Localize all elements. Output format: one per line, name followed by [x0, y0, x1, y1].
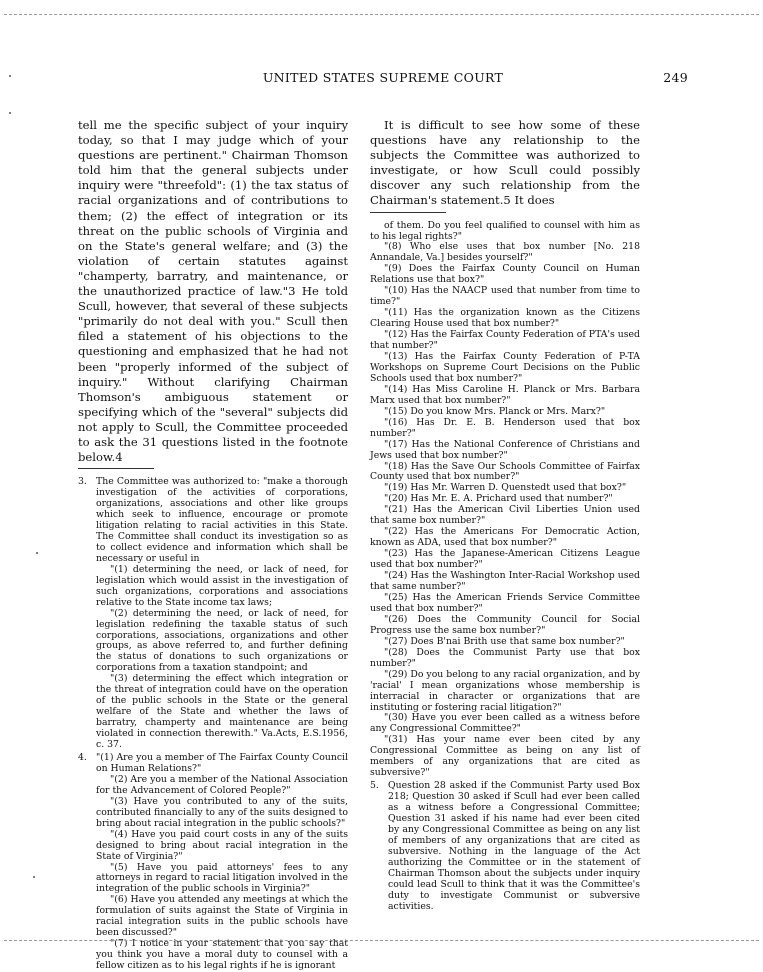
- scan-speck: [9, 112, 11, 114]
- footnote-paragraph: "(30) Have you ever been called as a witness before any Congressional Committee?": [370, 712, 640, 735]
- footnote-paragraph: "(13) Has the Fairfax County Federation of P-TA Workshops on Supreme Court Decisions on the Public Schools used that box number?": [370, 351, 640, 384]
- main-text-right: It is difficult to see how some of these questions have any relationship to the subjects the Committee was authorized to investigate, or how Scull could possibly discover any such relationship from the Chairman's statement.5 It does: [370, 118, 640, 208]
- footnote-paragraph: "(3) Have you contributed to any of the suits, contributed financially to any of the suits designed to bring about racial integration in the public schools?": [96, 795, 348, 829]
- footnote-paragraph: "(5) Have you paid attorneys' fees to any attorneys in regard to racial litigation involved in the integration of the public schools in Virginia?": [96, 861, 348, 895]
- footnote-paragraph: "(19) Has Mr. Warren D. Quenstedt used that box?": [384, 482, 627, 494]
- footnote-paragraph: "(24) Has the Washington Inter-Racial Workshop used that same number?": [370, 570, 640, 593]
- scan-speck: [9, 75, 11, 77]
- footnote-4-continued: [370, 221, 640, 780]
- footnote-paragraph: "(15) Do you know Mrs. Planck or Mrs. Marx?": [384, 405, 606, 417]
- footnote-number: 3.: [78, 476, 87, 488]
- footnote-text: "(1) Are you a member of The Fairfax County Council on Human Relations?": [96, 751, 348, 774]
- footnote-paragraph: "(27) Does B'nai Brith use that same box number?": [384, 635, 625, 647]
- footnote-paragraph: of them. Do you feel qualified to counsel with him as to his legal rights?": [370, 219, 640, 242]
- page-header: [78, 70, 688, 90]
- scan-speck: [33, 876, 35, 878]
- footnote-number: 4.: [78, 751, 87, 763]
- footnote-paragraph: "(2) determining the need, or lack of need, for legislation redefining the taxable status of such corporations, associations, organizations and other groups, as above referred to, and further defining the status of donations to such organizations or corporations from a taxation standpoint; and: [96, 607, 348, 674]
- footnote-paragraph: "(12) Has the Fairfax County Federation of PTA's used that number?": [370, 329, 640, 352]
- left-column: [78, 118, 348, 972]
- page-number: 249: [663, 70, 688, 85]
- footnote-paragraph: "(14) Has Miss Caroline H. Planck or Mrs. Barbara Marx used that box number?": [370, 383, 640, 406]
- footnote-paragraph: "(20) Has Mr. E. A. Prichard used that number?": [384, 493, 613, 505]
- running-head: UNITED STATES SUPREME COURT: [262, 70, 504, 85]
- footnote-paragraph: "(21) Has the American Civil Liberties Union used that same box number?": [370, 504, 640, 527]
- scan-speck: [36, 552, 38, 554]
- scan-bottom-border: [4, 940, 759, 941]
- right-column: [370, 118, 640, 913]
- footnote-paragraph: "(28) Does the Communist Party use that box number?": [370, 646, 640, 669]
- footnote-text: Question 28 asked if the Communist Party used Box 218; Question 30 asked if Scull had ever been called as a witness before a Congressional Committee; Question 31 asked if his name had ever been cited by any Congressional Committee as being on any list of members of any organizations that are cited as subversive. Nothing in the language of the Act authorizing the Committee or in the statement of Chairman Thomson about the subjects under inquiry could lead Scull to think that it was the Committee's duty to investigate Communist or subversive activities.: [388, 780, 640, 912]
- footnote-paragraph: "(23) Has the Japanese-American Citizens League used that box number?": [370, 548, 640, 571]
- main-text-left: tell me the specific subject of your inquiry today, so that I may judge which of your questions are pertinent." Chairman Thomson told him that the general subjects under inquiry were "threefold": (1) the tax status of racial organizations and of contributions to them; (2) the effect of integration or its threat on the public schools of Virginia and on the State's general welfare; and (3) the violation of certain statutes against "champerty, barratry, and maintenance, or the unauthorized practice of law."3 He told Scull, however, that several of these subjects "primarily do not deal with you." Scull then filed a statement of his objections to the questioning and emphasized that he had not been "properly informed of the subject of inquiry." Without clarifying Chairman Thomson's ambiguous statement or specifying which of the "several" subjects did not apply to Scull, the Committee proceeded to ask the 31 questions listed in the footnote below.4: [78, 118, 348, 465]
- scan-top-border: [4, 14, 759, 15]
- footnote-paragraph: "(29) Do you belong to any racial organization, and by 'racial' I mean organizations whose membership is interracial in character or organizations that are instituting or fostering racial litigation?": [370, 668, 640, 713]
- footnote-paragraph: "(10) Has the NAACP used that number from time to time?": [370, 285, 640, 308]
- footnote-3: [78, 477, 348, 751]
- footnote-paragraph: "(26) Does the Community Council for Social Progress use the same box number?": [370, 613, 640, 636]
- footnote-paragraph: "(31) Has your name ever been cited by any Congressional Committee as being on any list of members of any organizations that are cited as subversive?": [370, 734, 640, 779]
- footnote-paragraph: "(6) Have you attended any meetings at which the formulation of suits against the State of Virginia in racial integration suits in the public schools have been discussed?": [96, 894, 348, 939]
- footnote-paragraph: "(9) Does the Fairfax County Council on Human Relations use that box?": [370, 263, 640, 286]
- footnote-rule: [370, 212, 446, 213]
- footnote-number: 5.: [370, 780, 379, 792]
- footnote-paragraph: "(22) Has the Americans For Democratic Action, known as ADA, used that box number?": [370, 526, 640, 549]
- footnote-paragraph: "(7) I notice in your statement that you say that you think you have a moral duty to counsel with a fellow citizen as to his legal rights if he is ignorant: [96, 938, 348, 972]
- footnote-paragraph: "(16) Has Dr. E. B. Henderson used that box number?": [370, 416, 640, 439]
- footnote-paragraph: "(25) Has the American Friends Service Committee used that box number?": [370, 591, 640, 614]
- footnote-rule: [78, 468, 154, 469]
- footnote-paragraph: "(8) Who else uses that box number [No. 218 Annandale, Va.] besides yourself?": [370, 241, 640, 264]
- footnote-paragraph: "(18) Has the Save Our Schools Committee of Fairfax County used that box number?": [370, 460, 640, 483]
- footnote-paragraph: "(4) Have you paid court costs in any of the suits designed to bring about racial integration in the State of Virginia?": [96, 828, 348, 862]
- footnote-paragraph: "(1) determining the need, or lack of need, for legislation which would assist in the investigation of such organizations, corporations and associations relative to the State income tax laws;: [96, 563, 348, 608]
- footnote-text: The Committee was authorized to: "make a thorough investigation of the activities of corporations, organizations, associations and other like groups which seek to influence, encourage or promote litigation relating to racial activities in this State. The Committee shall conduct its investigation so as to collect evidence and information which shall be necessary or useful in: [96, 476, 348, 564]
- footnote-paragraph: "(3) determining the effect which integration or the threat of integration could have on the operation of the public schools in the State or the general welfare of the State and whether the laws of barratry, champerty and maintenance are being violated in connection therewith." Va.Acts, E.S.1956, c. 37.: [96, 673, 348, 751]
- footnote-paragraph: "(11) Has the organization known as the Citizens Clearing House used that box number?": [370, 307, 640, 330]
- footnote-5: [370, 781, 640, 912]
- footnote-paragraph: "(2) Are you a member of the National Association for the Advancement of Colored People?": [96, 773, 348, 796]
- footnote-paragraph: "(17) Has the National Conference of Christians and Jews used that box number?": [370, 438, 640, 461]
